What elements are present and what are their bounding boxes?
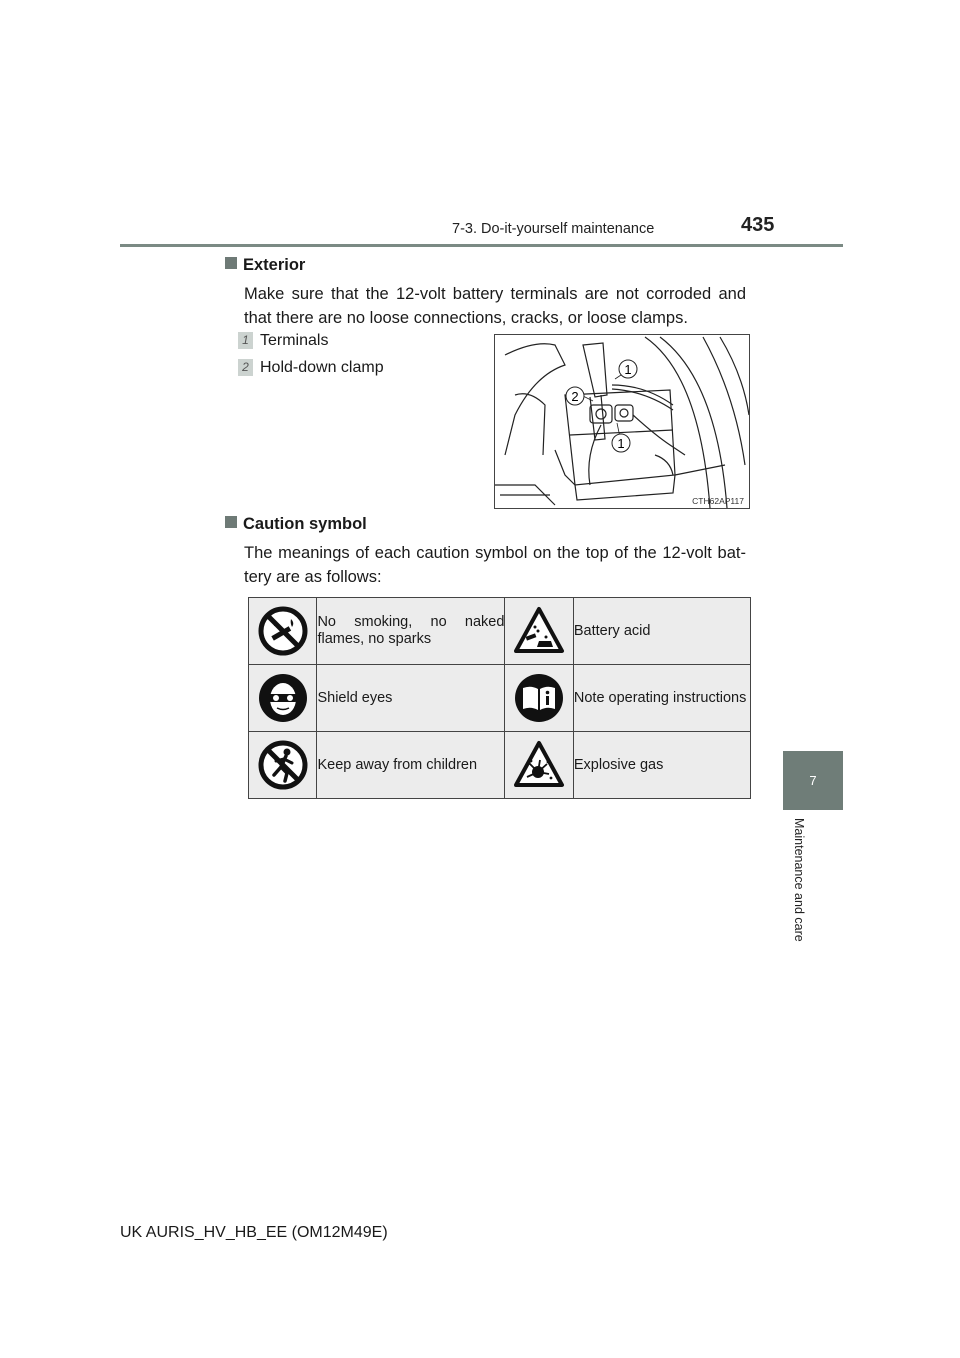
callout-label: Terminals <box>260 332 329 349</box>
symbol-label: Note operating instructions <box>573 665 750 732</box>
callout-number: 1 <box>238 332 253 349</box>
caution-body: The meanings of each caution symbol on the top of the 12-volt bat- tery are as follows: <box>244 544 746 586</box>
table-row <box>249 732 751 799</box>
callout-label: Hold-down clamp <box>260 359 384 376</box>
exterior-heading <box>225 256 305 275</box>
figure-code: CTH62AP117 <box>692 496 744 506</box>
keep-away-children-icon <box>257 739 309 791</box>
chapter-number: 7 <box>809 773 817 788</box>
square-bullet-icon <box>225 257 237 269</box>
symbol-cell <box>505 598 573 665</box>
exterior-heading-text: Exterior <box>243 256 306 274</box>
running-header-section: 7-3. Do-it-yourself maintenance <box>452 221 655 237</box>
symbol-cell <box>505 665 573 732</box>
symbol-label: Shield eyes <box>317 665 505 732</box>
symbol-label: Keep away from children <box>317 732 505 799</box>
battery-drawing <box>495 335 749 508</box>
symbol-cell <box>249 665 317 732</box>
page-number: 435 <box>741 214 775 236</box>
figure-label: 1 <box>617 436 625 451</box>
chapter-title: Maintenance and care <box>792 818 806 942</box>
table-row <box>249 598 751 665</box>
callout-number: 2 <box>238 359 253 376</box>
symbol-label: Battery acid <box>573 598 750 665</box>
callout-hold-down-clamp <box>238 359 384 377</box>
operating-instructions-icon <box>513 672 565 724</box>
symbol-cell <box>249 598 317 665</box>
callout-terminals <box>238 332 328 350</box>
caution-heading-text: Caution symbol <box>243 515 367 533</box>
symbol-label: Explosive gas <box>573 732 750 799</box>
chapter-tab <box>783 751 843 810</box>
footer-model-code: UK AURIS_HV_HB_EE (OM12M49E) <box>120 1224 388 1241</box>
caution-symbol-table <box>248 597 751 799</box>
exterior-body: Make sure that the 12-volt battery terminals are not corroded and that there are no loose connections, cracks, or loose clamps. <box>244 285 746 327</box>
battery-acid-icon <box>513 605 565 657</box>
caution-heading <box>225 515 367 534</box>
shield-eyes-icon <box>257 672 309 724</box>
table-row <box>249 665 751 732</box>
battery-illustration <box>494 334 750 509</box>
symbol-label: No smoking, no naked flames, no sparks <box>317 598 505 665</box>
symbol-cell <box>505 732 573 799</box>
figure-label: 2 <box>571 389 579 404</box>
symbol-cell <box>249 732 317 799</box>
header-rule <box>120 244 843 247</box>
square-bullet-icon <box>225 516 237 528</box>
no-smoking-icon <box>257 605 309 657</box>
explosive-gas-icon <box>513 739 565 791</box>
figure-label: 1 <box>624 362 632 377</box>
